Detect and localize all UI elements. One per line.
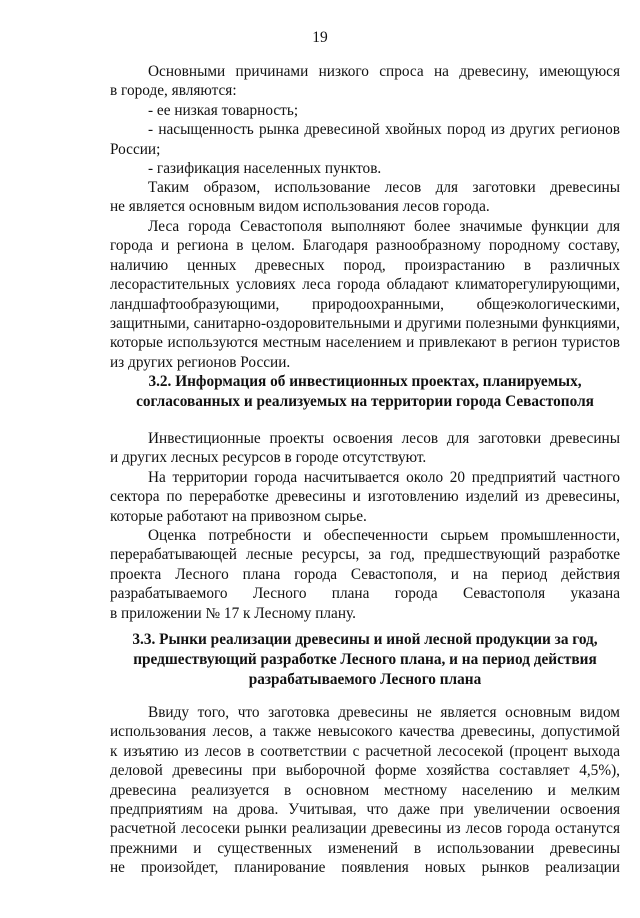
text-line: Оценка потребности и обеспеченности сырьем промышленности,	[148, 527, 620, 544]
heading-line: 3.3. Рынки реализации древесины и иной лесной продукции за год,	[132, 631, 598, 648]
text-line: лесорастительных условиях леса города обладают климаторегулирующими,	[110, 276, 620, 294]
heading-line: согласованных и реализуемых на территории города Севастополя	[136, 393, 594, 410]
text-line: Леса города Севастополя выполняют более значимые функции для	[148, 218, 620, 235]
heading-line: предшествующий разработке Лесного плана, и на период действия	[133, 651, 597, 668]
list-item: - насыщенность рынка древесиной хвойных пород из других регионов	[148, 121, 620, 139]
text-line: России;	[110, 140, 161, 158]
text-line: На территории города насчитывается около 20 предприятий частного	[148, 469, 620, 486]
text-line: не произойдет, планирование появления новых рынков реализации	[110, 859, 620, 877]
text-line: перерабатывающей лесные ресурсы, за год, предшествующий разработке	[110, 546, 620, 564]
paragraph-demand-assessment	[110, 526, 620, 623]
text-line: в приложении № 17 к Лесному плану.	[110, 604, 356, 622]
heading-line: разрабатываемого Лесного плана	[248, 671, 482, 688]
paragraph-low-demand-reasons	[110, 62, 620, 178]
text-line: расчетной лесосеки рынки реализации древесины из лесов города останутся	[110, 820, 620, 838]
text-line: и других лесных ресурсов в городе отсутствуют.	[110, 449, 427, 467]
text-line: Основными причинами низкого спроса на древесину, имеющуюся	[148, 63, 620, 80]
page-number: 19	[312, 29, 328, 46]
text-line: Ввиду того, что заготовка древесины не является основным видом	[148, 704, 620, 721]
text-line: сектора по переработке древесины и изготовлению изделий из древесины,	[110, 488, 620, 506]
text-line: Таким образом, использование лесов для заготовки древесины	[148, 179, 620, 196]
text-line: не является основным видом использования лесов города.	[110, 198, 490, 216]
paragraph-conclusion	[110, 178, 620, 217]
text-line: предприятиям на дрова. Учитывая, что даже при увеличении освоения	[110, 800, 620, 818]
paragraph-investment-projects	[110, 429, 620, 468]
text-line: разрабатываемого Лесного плана города Севастополя указана	[110, 585, 620, 603]
text-line: из других регионов России.	[110, 353, 291, 371]
text-line: которые работают на привозном сырье.	[110, 507, 367, 525]
list-item: - газификация населенных пунктов.	[148, 159, 382, 177]
text-line: города и региона в целом. Благодаря разнообразному породному составу,	[110, 237, 620, 255]
text-line: проекта Лесного плана города Севастополя, и на период действия	[110, 565, 620, 583]
text-line: деловой древесины при выборочной форме хозяйства составляет 4,5%),	[110, 762, 620, 780]
text-line: которые используются местным населением и привлекают в регион туристов	[110, 334, 620, 352]
text-line: в городе, являются:	[110, 82, 237, 100]
text-line: наличию ценных древесных пород, произрастанию в различных	[110, 256, 620, 274]
list-item: - ее низкая товарность;	[148, 101, 299, 119]
paragraph-markets	[110, 703, 620, 878]
text-line: древесина реализуется в основном местному населению и мелким	[110, 781, 620, 799]
section-heading-3-3	[110, 630, 620, 690]
text-line: Инвестиционные проекты освоения лесов для заготовки древесины	[148, 430, 620, 447]
text-line: защитными, санитарно-оздоровительными и другими полезными функциями,	[110, 314, 620, 332]
text-line: использования лесов, а также невысокого качества древесины, допустимой	[110, 723, 620, 741]
section-heading-3-2	[110, 372, 620, 412]
text-line: ландшафтообразующими, природоохранными, общеэкологическими,	[110, 295, 620, 313]
text-line: прежними и существенных изменений в использовании древесины	[110, 839, 620, 857]
text-line: к изъятию из лесов в соответствии с расчетной лесосекой (процент выхода	[110, 742, 620, 760]
paragraph-enterprises	[110, 468, 620, 526]
heading-line: 3.2. Информация об инвестиционных проектах, планируемых,	[148, 373, 582, 390]
paragraph-forest-functions	[110, 217, 620, 372]
